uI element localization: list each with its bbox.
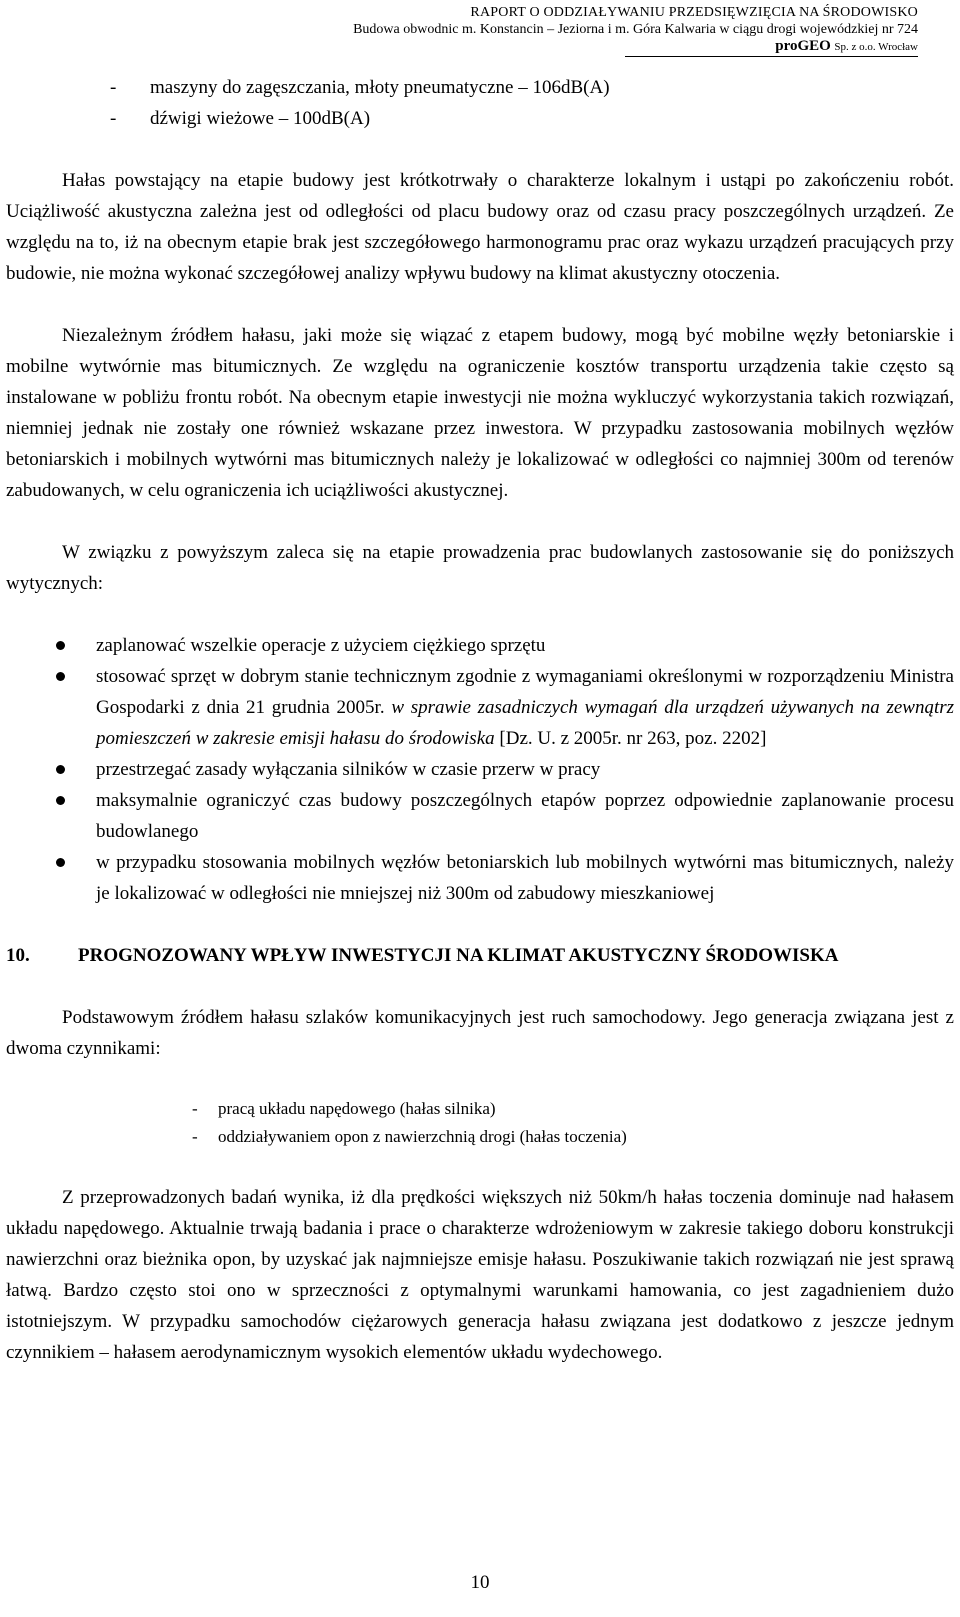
regulation-title: w sprawie zasadniczych wymagań dla urządzeń używanych na zewnątrz pomieszczeń w zakresie emisji hałasu do środowiska [96, 697, 955, 749]
page-header [353, 4, 918, 57]
list-item: - dźwigi wieżowe – 100dB(A) [110, 103, 954, 134]
list-item: przestrzegać zasady wyłączania silników w czasie przerw w pracy [96, 754, 954, 785]
company-location: Sp. z o.o. Wrocław [834, 41, 918, 53]
company-name: proGEO [775, 38, 831, 54]
paragraph: Podstawowym źródłem hałasu szlaków komunikacyjnych jest ruch samochodowy. Jego generacja związana jest z dwoma czynnikami: [6, 1007, 954, 1059]
page-number: 10 [470, 1572, 490, 1593]
guidelines-list [6, 630, 954, 909]
list-item [96, 661, 954, 754]
list-item: - maszyny do zagęszczania, młoty pneumatyczne – 106dB(A) [110, 72, 954, 103]
paragraph: W związku z powyższym zaleca się na etapie prowadzenia prac budowlanych zastosowanie się do poniższych wytycznych: [6, 542, 954, 594]
list-item-text: stosować sprzęt w dobrym stanie technicznym zgodnie z wymaganiami określonymi w rozporządzeniu Ministra Gospodarki z dnia 21 grudnia 2005r. [96, 666, 954, 718]
section-number: 10. [6, 945, 30, 966]
section-title: PROGNOZOWANY WPŁYW INWESTYCJI NA KLIMAT AKUSTYCZNY ŚRODOWISKA [78, 945, 839, 966]
paragraph: Z przeprowadzonych badań wynika, iż dla prędkości większych niż 50km/h hałas toczenia dominuje nad hałasem układu napędowego. Aktualnie trwają badania i prace o charakterze wdrożeniowym w zakresie takiego doboru konstrukcji nawierzchni oraz bieżnika opon, by uzyskać jak najmniejsze emisje hałasu. Poszukiwanie takich rozwiązań nie jest sprawą łatwą. Bardzo często stoi ono w sprzeczności z optymalnymi warunkami hamowania, co jest zagadnieniem dużo istotniejszym. W przypadku samochodów ciężarowych generacja hałasu związana jest dodatkowo z jeszcze jednym czynnikiem – hałasem aerodynamicznym wysokich elementów układu wydechowego. [6, 1187, 954, 1363]
list-item: zaplanować wszelkie operacje z użyciem ciężkiego sprzętu [96, 630, 954, 661]
list-item: w przypadku stosowania mobilnych węzłów betoniarskich lub mobilnych wytwórni mas bitumicznych, należy je lokalizować w odległości nie mniejszej niż 300m od zabudowy mieszkaniowej [96, 847, 954, 909]
section-heading [6, 940, 954, 971]
report-title: RAPORT O ODDZIAŁYWANIU PRZEDSIĘWZIĘCIA NA ŚRODOWISKO [470, 5, 918, 20]
list-item: - pracą układu napędowego (hałas silnika) [192, 1095, 954, 1123]
paragraph: Hałas powstający na etapie budowy jest krótkotrwały o charakterze lokalnym i ustąpi po zakończeniu robót. Uciążliwość akustyczna zależna jest od odległości od placu budowy oraz od czasu pracy poszczególnych urządzeń. Ze względu na to, iż na obecnym etapie brak jest szczegółowego harmonogramu prac oraz wykazu urządzeń pracujących przy budowie, nie można wykonać szczegółowej analizy wpływu budowy na klimat akustyczny otoczenia. [6, 170, 954, 284]
regulation-citation: [Dz. U. z 2005r. nr 263, poz. 2202] [499, 728, 767, 749]
list-item: - oddziaływaniem opon z nawierzchnią drogi (hałas toczenia) [192, 1123, 954, 1151]
project-name: Budowa obwodnic m. Konstancin – Jeziorna i m. Góra Kalwaria w ciągu drogi wojewódzkiej nr 724 [353, 22, 918, 37]
noise-factors-list [6, 1095, 954, 1151]
company-line [625, 38, 918, 57]
list-item: maksymalnie ograniczyć czas budowy poszczególnych etapów poprzez odpowiednie zaplanowanie procesu budowlanego [96, 785, 954, 847]
page-content [6, 72, 954, 1368]
paragraph: Niezależnym źródłem hałasu, jaki może się wiązać z etapem budowy, mogą być mobilne węzły betoniarskie i mobilne wytwórnie mas bitumicznych. Ze względu na ograniczenie kosztów transportu urządzenia takie często są instalowane w pobliżu frontu robót. Na obecnym etapie inwestycji nie można wykluczyć wykorzystania takich rozwiązań, niemniej jednak nie zostały one również wskazane przez inwestora. W przypadku zastosowania mobilnych węzłów betoniarskich i mobilnych wytwórni mas bitumicznych należy je lokalizować w odległości co najmniej 300m od terenów zabudowanych, w celu ograniczenia ich uciążliwości akustycznej. [6, 325, 954, 501]
machine-noise-list [6, 72, 954, 134]
